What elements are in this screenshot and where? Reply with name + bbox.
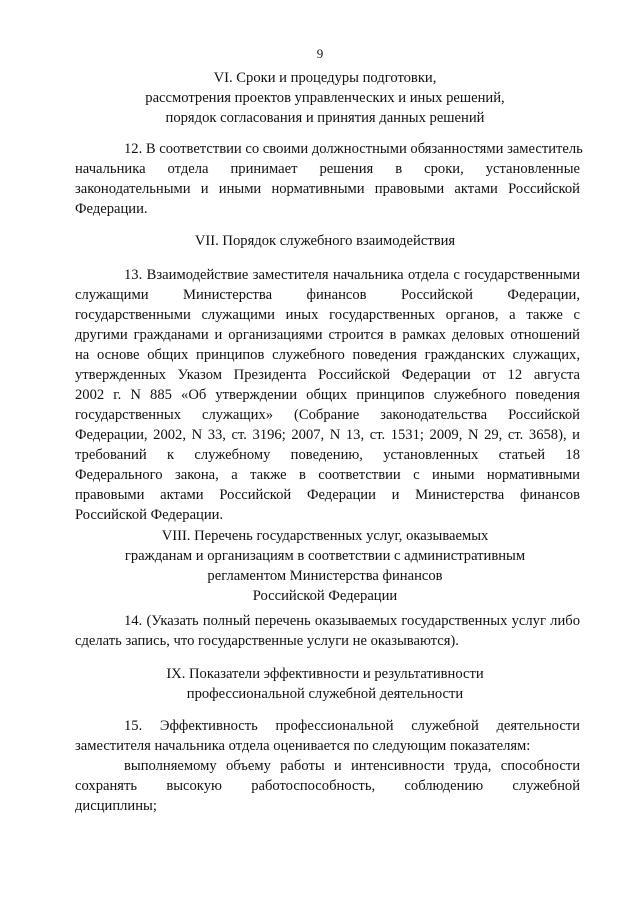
text-line: Федерального закона, а также в соответствии с иными нормативными [75, 467, 580, 483]
paragraph [75, 139, 583, 219]
text-line: 2002 г. N 885 «Об утверждении общих принципов служебного поведения [75, 387, 580, 403]
text-line: сохранять высокую работоспособность, соблюдению служебной [75, 778, 580, 794]
paragraph [75, 265, 580, 525]
text-line: дисциплины; [75, 798, 157, 814]
page-number: 9 [316, 46, 324, 61]
paragraph [75, 756, 580, 816]
text-line: заместителя начальника отдела оценивается по следующим показателям: [75, 738, 531, 754]
text-line: начальника отдела принимает решения в сроки, установленные [75, 161, 580, 177]
section-heading [40, 68, 610, 128]
section-heading [40, 526, 610, 606]
paragraph [75, 611, 580, 651]
heading-line: IX. Показатели эффективности и результативности [166, 666, 484, 682]
heading-line: гражданам и организациям в соответствии с административным [124, 548, 526, 564]
heading-line: профессиональной служебной деятельности [186, 686, 464, 702]
text-line: служащими Министерства финансов Российской Федерации, [75, 287, 580, 303]
text-line: требований к служебному поведению, установленных статьей 18 [75, 447, 580, 463]
text-line: Российской Федерации. [75, 507, 224, 523]
text-line: на основе общих принципов служебного поведения гражданских служащих, [75, 347, 580, 363]
heading-line: VI. Сроки и процедуры подготовки, [213, 70, 437, 86]
section-heading [40, 231, 610, 251]
heading-line: регламентом Министерства финансов [207, 568, 443, 584]
text-line: 14. (Указать полный перечень оказываемых государственных услуг либо [124, 613, 580, 629]
heading-line: VII. Порядок служебного взаимодействия [194, 233, 456, 249]
paragraph [75, 716, 580, 756]
heading-line: VIII. Перечень государственных услуг, оказываемых [161, 528, 489, 544]
text-line: 15. Эффективность профессиональной служебной деятельности [124, 718, 580, 734]
text-line: 13. Взаимодействие заместителя начальника отдела с государственными [124, 267, 580, 283]
section-heading [40, 664, 610, 704]
text-line: Федерации. [75, 201, 148, 217]
heading-line: Российской Федерации [252, 588, 398, 604]
text-line: правовыми актами Российской Федерации и Министерства финансов [75, 487, 580, 503]
text-line: государственных служащих» (Собрание законодательства Российской [75, 407, 580, 423]
text-line: выполняемому объему работы и интенсивности труда, способности [124, 758, 580, 774]
text-line: государственными служащими иных государственных органов, а также с [75, 307, 580, 323]
text-line: сделать запись, что государственные услуги не оказываются). [75, 633, 459, 649]
text-line: другими гражданами и организациями строится в рамках деловых отношений [75, 327, 580, 343]
heading-line: рассмотрения проектов управленческих и иных решений, [145, 90, 505, 106]
text-line: утвержденных Указом Президента Российской Федерации от 12 августа [75, 367, 580, 383]
text-line: законодательными и иными нормативными правовыми актами Российской [75, 181, 580, 197]
text-line: 12. В соответствии со своими должностными обязанностями заместитель [124, 141, 583, 157]
heading-line: порядок согласования и принятия данных решений [165, 110, 485, 126]
text-line: Федерации, 2002, N 33, ст. 3196; 2007, N 13, ст. 1531; 2009, N 29, ст. 3658), и [75, 427, 580, 443]
